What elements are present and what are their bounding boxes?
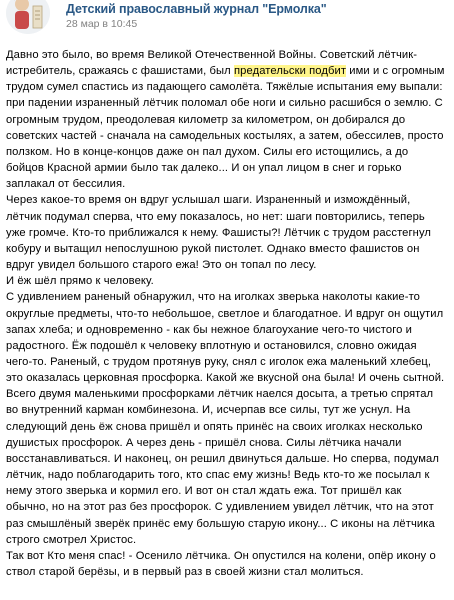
paragraph-text: Давно это было, во время Великой Отечественной Войны. Советский лётчик-истребитель, сражаясь с фашистами, был: [6, 49, 418, 78]
paragraph-text: ими и с огромным трудом сумел спастись из падающего самолёта. Тяжёлые испытания ему выпали: при падении израненный лётчик поломал обе ноги и сильно расшибся о землю. С огромным трудом, преодолевая километр за километром, он добирался до советских частей - сначала на самодельных костылях, а затем, обессилев, просто ползком. Но в конце-концов даже он пал духом. Силы его истощились, а до бойцов Красной армии было так далеко... И он упал лицом в снег и горько заплакал от бессилия.: [6, 65, 445, 191]
post-paragraph: С удивлением раненый обнаружил, что на иголках зверька наколоты какие-то округлые предметы, что-то небольшое, светлое и благодатное. И вдруг он ощутил запах хлеба; и одновременно - как бы нежное благоухание чего-то чистого и радостного. Ёж подошёл к человеку вплотную и остановился, словно ожидая чего-то. Раненый, с трудом протянув руку, снял с иголок ежа маленький хлебец, это оказалась церковная просфорка. Какой же вкусной она была! И очень сытной. Всего двумя маленькими просфорками лётчик наелся досыта, а третью спрятал во внутренний карман комбинезона. И, исчерпав все силы, тут же уснул. На следующий день ёж снова пришёл и опять принёс на своих иголках несколько душистых просфорок. А через день - пришёл снова. Силы лётчика начали восстанавливаться. И наконец, он решил двинуться дальше. Но сперва, подумал лётчик, надо поблагодарить того, кто спас ему жизнь! Ведь кто-то же посылал к нему этого зверька и кормил его. И вот он стал ждать ежа. Тот пришёл как обычно, но на этот раз без просфорок. С удивлением увидел лётчик, что на этот раз смышлёный зверёк принёс ему большую старую икону... С иконы на лётчика строго смотрел Христос.: [6, 291, 445, 546]
post-paragraph: И ёж шёл прямо к человеку.: [6, 275, 154, 288]
post-header: [0, 0, 454, 36]
post-paragraph: Через какое-то время он вдруг услышал шаги. Израненный и измождённый, лётчик подумал сперва, что ему показалось, но нет: шаги повторились, теперь уже громче. Кто-то приближался к нему. Фашисты?! Лётчик с трудом расстегнул кобуру и вытащил непослушною рукой пистолет. Однако вместо фашистов он вдруг увидел большого старого ежа! Это он топал по лесу.: [6, 194, 432, 272]
highlighted-text: предательски подбит: [234, 65, 347, 78]
post-paragraph: [6, 47, 446, 192]
post-author-link[interactable]: Детский православный журнал "Ермолка": [66, 2, 327, 16]
post-text: [6, 47, 446, 580]
post-date-link[interactable]: 28 мар в 10:45: [66, 18, 138, 30]
avatar-icon[interactable]: [6, 0, 50, 34]
post-paragraph: Так вот Кто меня спас! - Осенило лётчика. Он опустился на колени, опёр икону о ствол старой берёзы, и в первый раз в своей жизни стал молиться.: [6, 549, 436, 578]
